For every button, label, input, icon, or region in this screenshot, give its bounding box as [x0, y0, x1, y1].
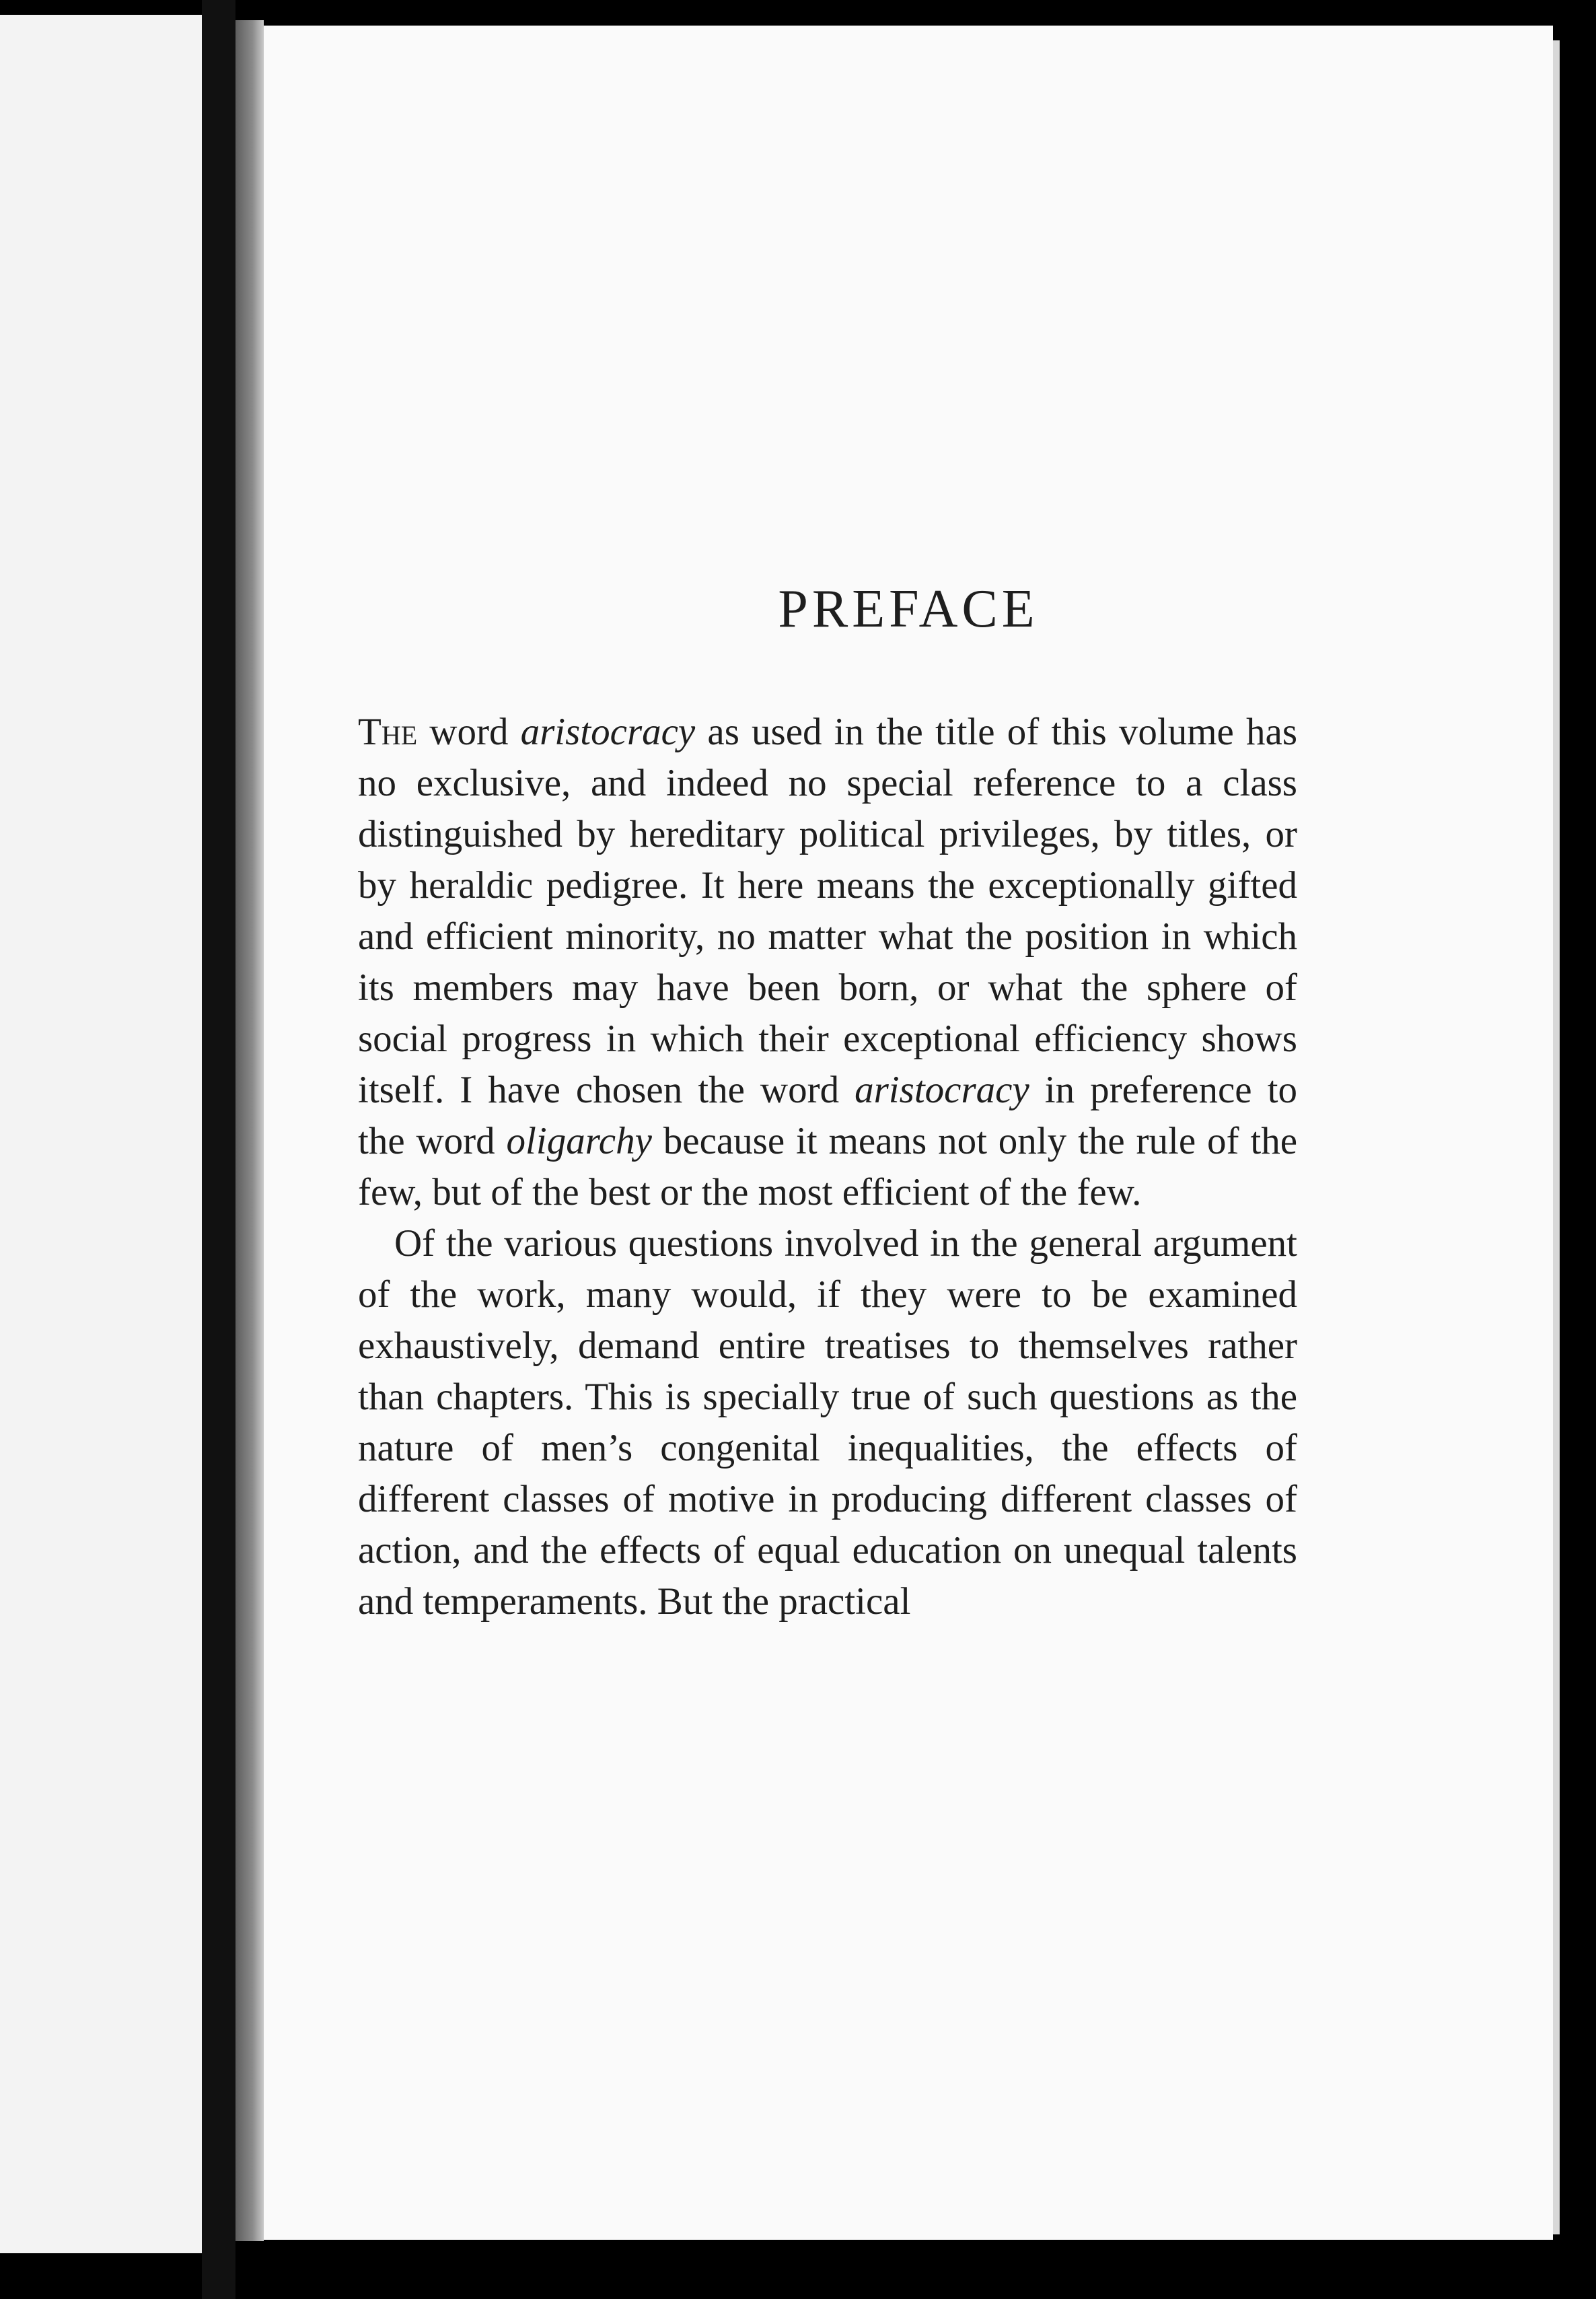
book-spine: [202, 0, 235, 2299]
gutter-shadow: [235, 20, 264, 2241]
facing-page: [0, 15, 202, 2253]
page-edge: [1553, 40, 1560, 2234]
paragraph-1-italic-a: aristocracy: [520, 711, 696, 753]
preface-text: [358, 707, 1297, 1627]
paragraph-1-lead: The: [358, 711, 418, 753]
paragraph-1-italic-b: aristocracy: [855, 1069, 1029, 1111]
paragraph-1-text-b: as used in the title of this volume has no exclusive, and indeed no special reference to a class distinguished by hereditary political privileges, by titles, or by heraldic pedigree. It here means the exceptionally gifted and efficient minority, no matter what the position in which its members may have been born, or what the sphere of social progress in which their exceptional efficiency shows itself. I have chosen the word: [358, 711, 1297, 1111]
paragraph-1-text-c: in preference to the word: [358, 1069, 1297, 1162]
paragraph-1: [358, 707, 1297, 1218]
page-heading: PREFACE: [778, 579, 1039, 639]
paragraph-1-italic-c: oligarchy: [506, 1120, 652, 1162]
paragraph-1-text-a: word: [417, 711, 521, 753]
paragraph-1-text-d: because it means not only the rule of the few, but of the best or the most efficient of the few.: [358, 1120, 1298, 1213]
paragraph-2: Of the various questions involved in the general argument of the work, many would, if they were to be examined exhaustively, demand entire treatises to themselves rather than chapters. This is specially true of such questions as the nature of men’s congenital inequalities, the effects of different classes of motive in producing different classes of action, and the effects of equal education on unequal talents and temperaments. But the practical: [358, 1222, 1297, 1623]
